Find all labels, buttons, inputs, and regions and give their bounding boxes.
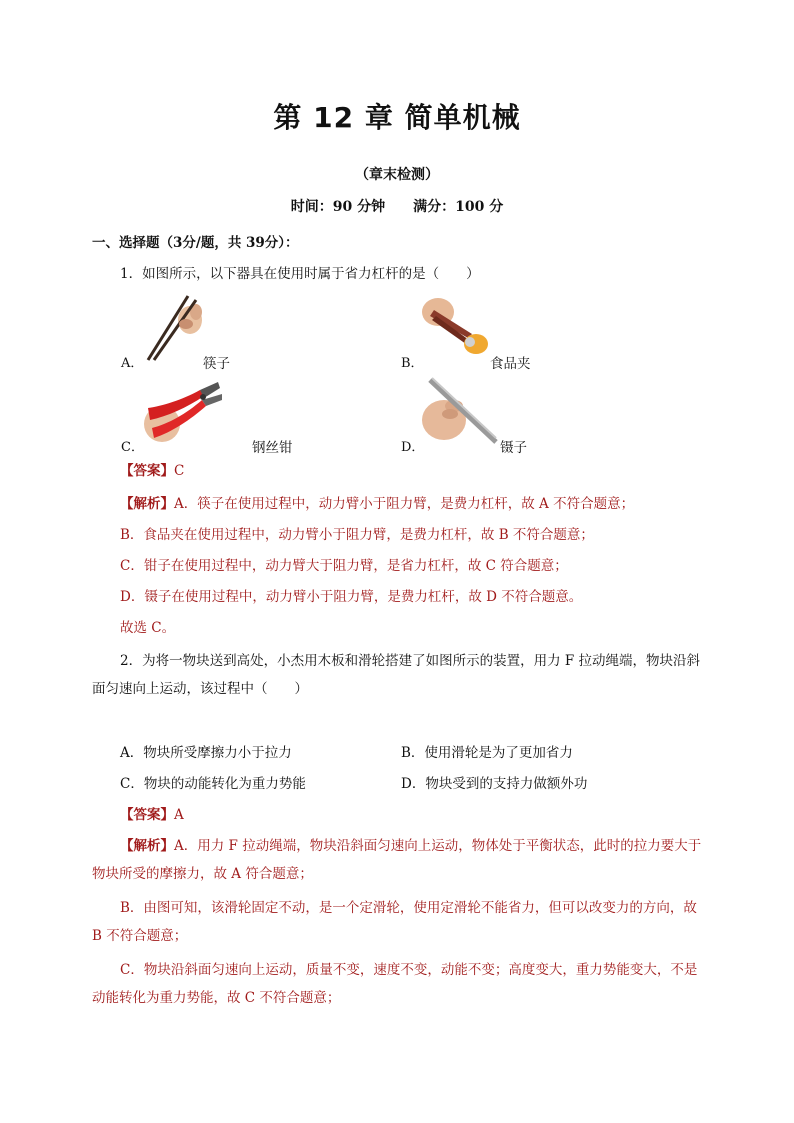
food-tongs-icon (420, 294, 490, 360)
q2-analysis-tag: 【解析】 (120, 838, 174, 854)
section-heading (92, 233, 299, 253)
q2-answer (120, 805, 184, 825)
q2-analysis-b: B．由图可知，该滑轮固定不动，是一个定滑轮，使用定滑轮不能省力，但可以改变力的方向，故 B 不符合题意； (92, 900, 697, 944)
section-heading-text: 一、选择题（3分/题，共 39分）： (92, 235, 299, 251)
q1-conclusion: 故选 C。 (120, 620, 176, 636)
q1-option-a-letter: A． (121, 356, 144, 371)
time-label: 时间：90 分钟 (290, 199, 386, 215)
q1-option-b-label: 食品夹 (490, 356, 531, 372)
q1-option-b-letter: B． (401, 356, 424, 371)
q1-analysis-b: B．食品夹在使用过程中，动力臂小于阻力臂，是费力杠杆，故 B 不符合题意； (120, 527, 594, 543)
q1-option-c-letter: C． (121, 440, 144, 455)
q1-analysis-d: D．镊子在使用过程中，动力臂小于阻力臂，是费力杠杆，故 D 不符合题意。 (120, 589, 583, 605)
pliers-icon (142, 378, 226, 446)
score-label: 满分：100 分 (413, 199, 504, 215)
page-title: 第 12 章 简单机械 (273, 101, 521, 134)
q2-answer-tag: 【答案】 (120, 807, 174, 823)
q1-analysis-a (120, 494, 634, 514)
q1-option-d-label: 镊子 (500, 440, 527, 456)
q1-option-a-label: 筷子 (203, 356, 230, 372)
q2-analysis-a (92, 832, 704, 888)
q1-analysis-a-text: A．筷子在使用过程中，动力臂小于阻力臂，是费力杠杆，故 A 不符合题意； (174, 496, 635, 512)
q1-analysis-c: C．钳子在使用过程中，动力臂大于阻力臂，是省力杠杆，故 C 符合题意； (120, 558, 568, 574)
q2-analysis-a-text: A．用力 F 拉动绳端，物块沿斜面匀速向上运动，物体处于平衡状态，此时的拉力要大于物块所受的摩擦力，故 A 符合题意； (92, 838, 702, 882)
q1-option-c-label: 钢丝钳 (252, 440, 293, 456)
q2-option-d: D．物块受到的支持力做额外功 (401, 776, 588, 792)
q1-option-d-letter: D． (401, 440, 425, 455)
exam-info (0, 196, 794, 216)
q2-stem: 2．为将一物块送到高处，小杰用木板和滑轮搭建了如图所示的装置，用力 F 拉动绳端，物块沿斜面匀速向上运动，该过程中（ ） (92, 653, 701, 697)
page-subtitle: （章末检测） (355, 167, 439, 183)
q2-option-a: A．物块所受摩擦力小于拉力 (120, 745, 292, 761)
q2-option-b: B．使用滑轮是为了更加省力 (401, 745, 573, 761)
q1-answer-tag: 【答案】 (120, 463, 174, 479)
tweezers-icon (422, 376, 500, 446)
q1-analysis-tag: 【解析】 (120, 496, 174, 512)
q2-option-c: C．物块的动能转化为重力势能 (120, 776, 306, 792)
chopsticks-icon (140, 290, 202, 362)
q2-answer-value: A (174, 807, 184, 823)
q1-stem: 1．如图所示，以下器具在使用时属于省力杠杆的是（ ） (120, 266, 480, 282)
q2-analysis-c: C．物块沿斜面匀速向上运动，质量不变，速度不变，动能不变；高度变大，重力势能变大，不是动能转化为重力势能，故 C 不符合题意； (92, 962, 698, 1006)
q1-answer-value: C (174, 463, 185, 479)
q1-answer (120, 461, 184, 481)
